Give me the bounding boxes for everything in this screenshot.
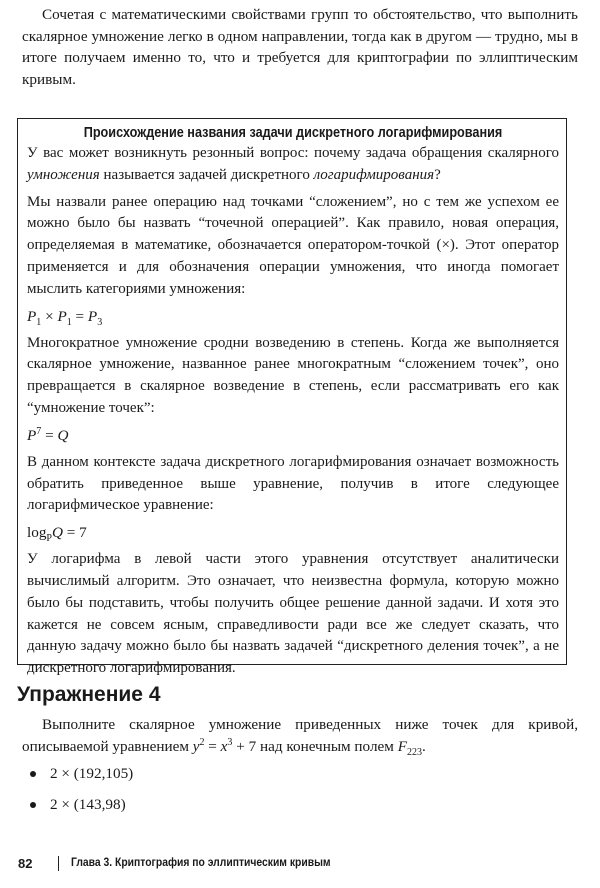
sidebar-p1-text-c: называется задачей дискретного [99, 166, 314, 183]
list-item [30, 763, 133, 794]
sidebar-p1-emphasis-logarithm: логарифмирования [313, 166, 435, 183]
formula1-eq: = [71, 307, 88, 325]
page-number: 82 [18, 855, 33, 871]
exercise-bullet-list [30, 763, 133, 825]
exercise-plus: + 7 над конечным полем [232, 737, 398, 755]
formula3-log: log [27, 524, 47, 542]
running-head: Глава 3. Криптография по эллиптическим кривым [71, 857, 331, 869]
sidebar-p1-text-e: ? [434, 166, 441, 183]
bullet-icon [30, 802, 36, 808]
sidebar-p1-emphasis-multiplication: умножения [27, 166, 100, 183]
formula3-eq: = 7 [62, 524, 87, 542]
exercise-end: . [421, 737, 426, 755]
formula1-sub-1: 1 [36, 316, 42, 328]
bullet-icon [30, 771, 36, 777]
sidebar-paragraph-2: Мы назвали ранее операцию над точками “сложением”, но с тем же успехом ее можно было бы назвать “точечной операцией”. Как правило, новая операция, определяемая в математике, обозначается оператором-точкой (×). Этот оператор применяется и для обозначения операции умножения, что иногда помогает мыслить категориями умножения: [27, 193, 559, 297]
bullet-text: 2 × (192,105) [50, 765, 134, 782]
formula2-sup: 7 [36, 425, 42, 437]
formula3-q: Q [51, 524, 63, 542]
exercise-text [22, 714, 578, 757]
exercise-y-sup: 2 [199, 736, 205, 748]
exercise-x-sup: 3 [227, 736, 233, 748]
exercise-y: y [192, 737, 200, 755]
formula-log [27, 522, 559, 544]
sidebar-p1-text-a: У вас может возникнуть резонный вопрос: почему задача обращения скалярного [27, 145, 559, 161]
formula2-eq: = [41, 426, 58, 444]
exercise-heading: Упражнение 4 [17, 683, 161, 706]
sidebar-title: Происхождение названия задачи дискретного логарифмирования [83, 125, 503, 141]
exercise-x: x [220, 737, 228, 755]
sidebar-paragraph-3: Многократное умножение сродни возведению в степень. Когда же выполняется скалярное умножение, названное ранее многократным “сложением точек”, оно превращается в скалярное возведение в степень, если рассматривать его как “умножение точек”: [27, 334, 559, 416]
exercise-eq: = [204, 737, 221, 755]
list-item [30, 794, 133, 825]
formula1-p-a: P [27, 307, 37, 325]
formula1-p-c: P [87, 307, 98, 325]
exercise-f: F [397, 737, 407, 755]
formula-p1-times-p1 [27, 306, 559, 328]
formula1-times: × [41, 307, 58, 325]
formula-p7-eq-q [27, 425, 559, 447]
formula3-sub: P [46, 533, 52, 545]
formula2-q: Q [57, 426, 69, 444]
sidebar-paragraph-1 [27, 143, 559, 187]
exercise-f-sub: 223 [406, 746, 422, 758]
bullet-text: 2 × (143,98) [50, 796, 126, 813]
formula1-sub-3: 3 [97, 316, 103, 328]
exercise-text-a: Выполните скалярное умножение приведенных ниже точек для кривой, описываемой уравнением [22, 716, 578, 755]
intro-paragraph: Сочетая с математическими свойствами групп то обстоятельство, что выполнить скалярное умножение легко в одном направлении, тогда как в другом — трудно, мы в итоге получаем именно то, что и требуется для криптографии по эллиптическим кривым. [22, 6, 578, 88]
formula1-p-b: P [57, 307, 67, 325]
formula1-sub-2: 1 [66, 316, 72, 328]
formula2-p: P [27, 426, 37, 444]
sidebar-paragraph-5: У логарифма в левой части этого уравнения отсутствует аналитически вычислимый алгоритм. Это означает, что неизвестна формула, которую можно было бы подставить, чтобы получить общее решение данной задачи. И хотя это кажется не совсем ясным, справедливости ради все же следует сказать, что данную задачу можно было бы назвать задачей “дискретного деления точек”, а не дискретного логарифмирования. [27, 551, 559, 677]
footer-divider [58, 856, 59, 871]
sidebar-box [17, 118, 567, 677]
page-footer [18, 853, 360, 873]
sidebar-paragraph-4: В данном контексте задача дискретного логарифмирования означает возможность обратить приведенное выше уравнение, получив в итоге следующее логарифмическое уравнение: [27, 453, 559, 514]
